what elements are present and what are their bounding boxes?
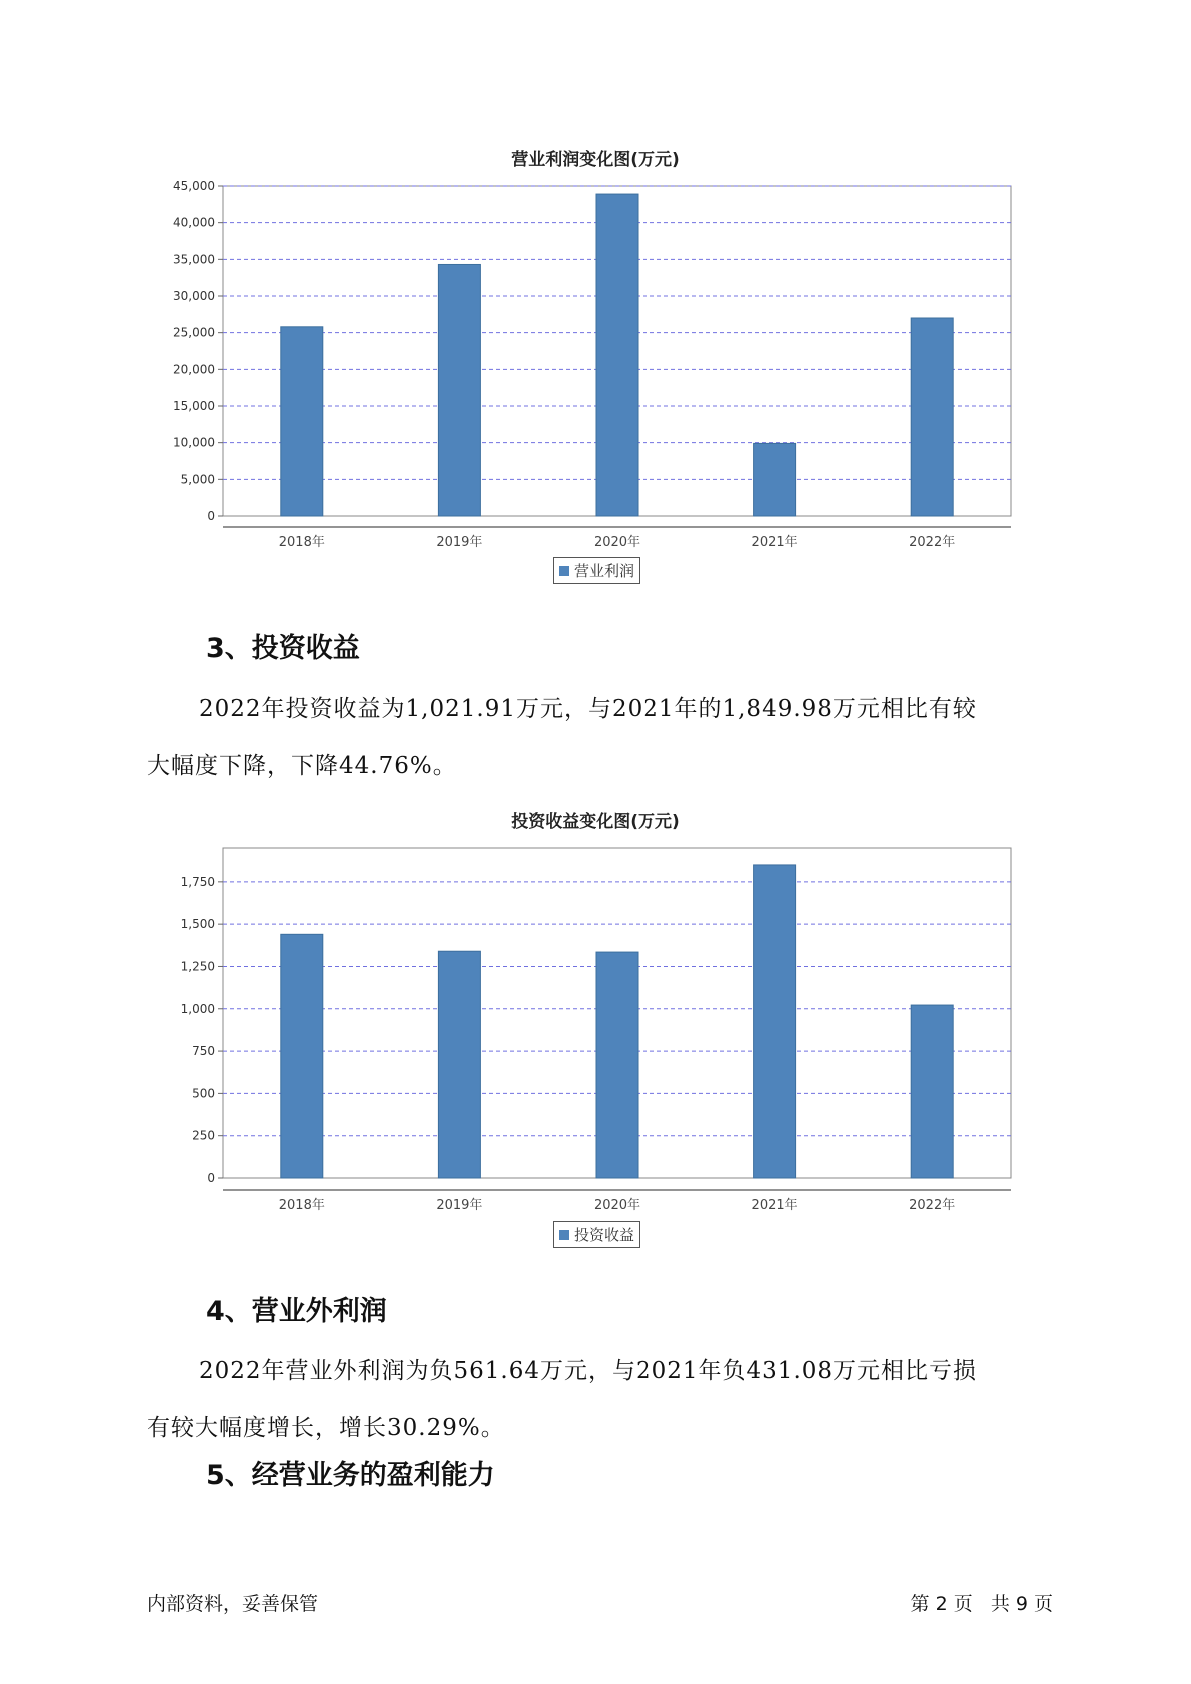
x-tick-label: 2020年: [593, 535, 641, 550]
bar: [596, 952, 638, 1178]
legend-label: 投资收益: [574, 1226, 635, 1244]
paragraph-line: 大幅度下降，下降44.76%。: [147, 753, 457, 779]
legend-label: 营业利润: [574, 562, 635, 580]
y-tick-label: 40,000: [173, 215, 215, 230]
bar: [438, 951, 480, 1178]
x-tick-label: 2018年: [278, 1198, 325, 1213]
chart-title: 投资收益变化图(万元): [511, 812, 680, 832]
section-heading-profitability: 5、经营业务的盈利能力: [206, 1460, 495, 1491]
chart-legend: [553, 1221, 640, 1248]
y-tick-label: 1,250: [180, 959, 215, 974]
y-tick-label: 500: [192, 1086, 215, 1101]
y-tick-label: 1,750: [180, 874, 215, 889]
y-tick-label: 10,000: [173, 435, 215, 450]
section-heading-investment-income: 3、投资收益: [206, 633, 360, 664]
paragraph-line: 2022年投资收益为1,021.91万元，与2021年的1,849.98万元相比有较: [199, 696, 977, 722]
footer-page-number: 第 2 页 共 9 页: [910, 1593, 1053, 1615]
x-tick-label: 2021年: [751, 1198, 798, 1213]
paragraph-line: 2022年营业外利润为负561.64万元，与2021年负431.08万元相比亏损: [199, 1358, 978, 1384]
x-tick-label: 2020年: [593, 1198, 641, 1213]
y-tick-label: 1,000: [180, 1001, 215, 1016]
y-tick-label: 20,000: [173, 362, 215, 377]
y-tick-label: 0: [207, 1171, 215, 1185]
y-tick-label: 35,000: [173, 252, 215, 267]
legend-swatch: [559, 1230, 569, 1240]
y-tick-label: 30,000: [173, 289, 215, 303]
y-tick-label: 250: [192, 1128, 215, 1143]
section-heading-non-operating-profit: 4、营业外利润: [206, 1296, 387, 1327]
footer-confidential-note: 内部资料，妥善保管: [147, 1593, 319, 1615]
bar: [281, 934, 323, 1178]
y-tick-label: 45,000: [173, 179, 215, 193]
bar: [911, 1005, 953, 1178]
y-tick-label: 5,000: [180, 472, 215, 487]
y-tick-label: 750: [192, 1044, 215, 1059]
x-tick-label: 2022年: [909, 535, 956, 550]
paragraph-non-operating-profit: [147, 1343, 1047, 1457]
y-tick-label: 1,500: [180, 917, 215, 932]
bar: [754, 865, 796, 1178]
x-tick-label: 2018年: [278, 535, 325, 550]
chart-title: 营业利润变化图(万元): [511, 150, 680, 170]
x-tick-label: 2022年: [909, 1198, 956, 1213]
y-tick-label: 0: [207, 509, 215, 523]
y-tick-label: 15,000: [173, 399, 215, 413]
x-tick-label: 2021年: [751, 535, 798, 550]
x-tick-label: 2019年: [436, 535, 483, 550]
x-tick-label: 2019年: [436, 1198, 483, 1213]
paragraph-line: 有较大幅度增长，增长30.29%。: [147, 1415, 505, 1441]
y-tick-label: 25,000: [173, 325, 215, 340]
